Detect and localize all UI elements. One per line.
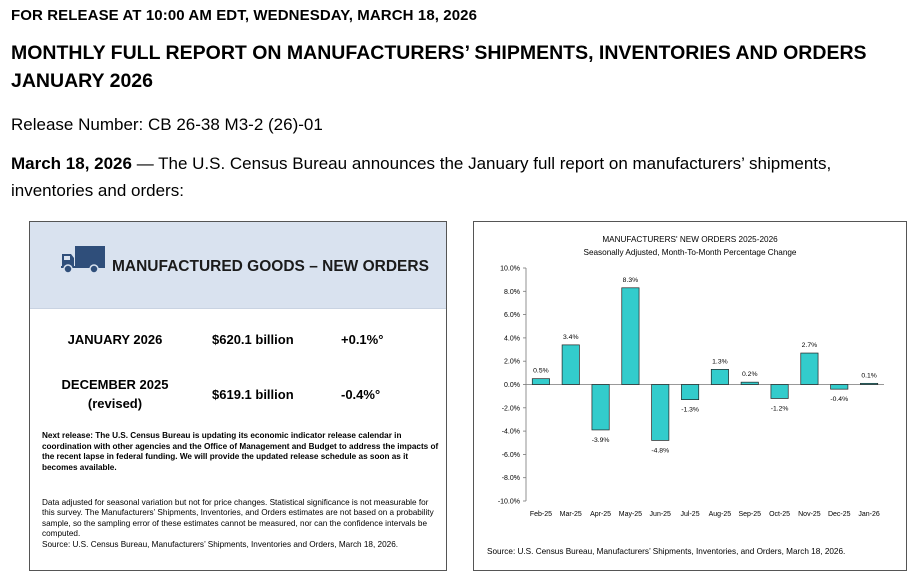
y-tick-label: -2.0% xyxy=(501,405,520,413)
notes-text: Data adjusted for seasonal variation but not for price changes. Statistical significance is not measurable for this survey. The Manufacturers’ Shipments, Inventories, and Orders estimates are not based on a probability sample, so the sampling error of these estimates cannot be measured, nor can the confidence intervals be computed. xyxy=(42,498,434,539)
y-tick-label: 4.0% xyxy=(504,335,520,343)
bar-Mar-25 xyxy=(562,345,579,385)
x-tick-label-Dec-25: Dec-25 xyxy=(827,511,851,518)
data-label-Jan-26: 0.1% xyxy=(861,372,877,380)
data-label-Feb-25: 0.5% xyxy=(533,367,549,375)
y-tick-label: 0.0% xyxy=(504,382,520,389)
bar-Feb-25 xyxy=(532,379,549,385)
methodology-notes xyxy=(42,498,442,550)
x-tick-label-Mar-25: Mar-25 xyxy=(559,511,582,518)
bar-Jan-26 xyxy=(860,383,877,384)
y-tick-label: 6.0% xyxy=(504,312,520,320)
intro-text: — The U.S. Census Bureau announces the January full report on manufacturers’ shipments, inventories and orders: xyxy=(11,154,832,200)
row-change-jan-2026: +0.1%° xyxy=(341,332,384,347)
data-label-Jul-25: -1.3% xyxy=(681,406,699,414)
chart-source: Source: U.S. Census Bureau, Manufacturers’ Shipments, Inventories, and Orders, March 18, 2026. xyxy=(487,547,846,556)
x-tick-label-Nov-25: Nov-25 xyxy=(798,511,821,518)
bar-Dec-25 xyxy=(831,385,848,390)
x-tick-label-Oct-25: Oct-25 xyxy=(769,511,791,518)
row-change-dec-2025: -0.4%° xyxy=(341,387,381,402)
data-label-Mar-25: 3.4% xyxy=(563,333,579,341)
y-tick-label: -10.0% xyxy=(497,498,520,506)
bar-Sep-25 xyxy=(741,382,758,384)
bar-Apr-25 xyxy=(592,385,609,430)
data-label-Oct-25: -1.2% xyxy=(770,405,789,413)
data-label-May-25: 8.3% xyxy=(622,276,639,284)
y-tick-label: 2.0% xyxy=(504,358,520,366)
x-tick-label-Sep-25: Sep-25 xyxy=(738,511,762,518)
bar-Aug-25 xyxy=(711,369,728,384)
bar-Oct-25 xyxy=(771,385,788,399)
bar-May-25 xyxy=(622,288,639,385)
y-tick-label: -6.0% xyxy=(501,451,520,459)
row-period-jan-2026: JANUARY 2026 xyxy=(67,332,163,347)
x-tick-label-Aug-25: Aug-25 xyxy=(708,511,732,518)
summary-header xyxy=(30,222,446,309)
bar-Nov-25 xyxy=(801,353,818,384)
truck-icon xyxy=(61,246,105,274)
bar-chart xyxy=(474,222,906,570)
summary-source: Source: U.S. Census Bureau, Manufacturers’ Shipments, Inventories and Orders, March 18, 2026. xyxy=(42,539,399,549)
row-value-dec-2025: $619.1 billion xyxy=(212,387,294,402)
data-label-Nov-25: 2.7% xyxy=(801,342,818,350)
data-label-Sep-25: 0.2% xyxy=(742,371,758,379)
intro-paragraph xyxy=(11,150,891,204)
next-release-note: Next release: The U.S. Census Bureau is updating its economic indicator release calendar in coordination with other agencies and the Office of Management and Budget to address the impacts of the recent lapse in federal funding. We will provide the updated release schedule as soon as it becomes available. xyxy=(42,431,439,472)
data-label-Dec-25: -0.4% xyxy=(830,396,849,404)
x-tick-label-May-25: May-25 xyxy=(618,511,643,518)
y-tick-label: -8.0% xyxy=(501,475,520,483)
x-tick-label-Jun-25: Jun-25 xyxy=(649,511,671,518)
x-tick-label-Jan-26: Jan-26 xyxy=(858,511,880,518)
row-period-dec-2025-revised: (revised) xyxy=(87,396,143,411)
intro-date: March 18, 2026 xyxy=(11,154,132,173)
release-number: Release Number: CB 26-38 M3-2 (26)-01 xyxy=(11,115,323,134)
summary-box xyxy=(29,221,447,571)
data-label-Apr-25: -3.9% xyxy=(591,436,610,444)
release-line: FOR RELEASE AT 10:00 AM EDT, WEDNESDAY, MARCH 18, 2026 xyxy=(11,7,478,24)
y-tick-label: 8.0% xyxy=(504,288,520,296)
data-label-Jun-25: -4.8% xyxy=(651,447,670,455)
x-tick-label-Feb-25: Feb-25 xyxy=(529,511,553,518)
bar-Jul-25 xyxy=(681,385,698,400)
row-period-dec-2025: DECEMBER 2025 xyxy=(61,377,169,392)
x-tick-label-Apr-25: Apr-25 xyxy=(590,511,612,518)
chart-box xyxy=(473,221,907,571)
data-label-Aug-25: 1.3% xyxy=(712,358,728,366)
summary-heading: MANUFACTURED GOODS – NEW ORDERS xyxy=(112,258,429,275)
chart-subtitle: Seasonally Adjusted, Month-To-Month Percentage Change xyxy=(583,248,797,257)
x-tick-label-Jul-25: Jul-25 xyxy=(680,511,700,518)
y-tick-label: 10.0% xyxy=(500,265,520,273)
report-title: MONTHLY FULL REPORT ON MANUFACTURERS’ SHIPMENTS, INVENTORIES AND ORDERS JANUARY 2026 xyxy=(11,42,867,92)
chart-title: MANUFACTURERS' NEW ORDERS 2025-2026 xyxy=(602,235,778,244)
row-value-jan-2026: $620.1 billion xyxy=(212,332,294,347)
y-tick-label: -4.0% xyxy=(501,428,520,436)
bar-Jun-25 xyxy=(652,385,669,441)
